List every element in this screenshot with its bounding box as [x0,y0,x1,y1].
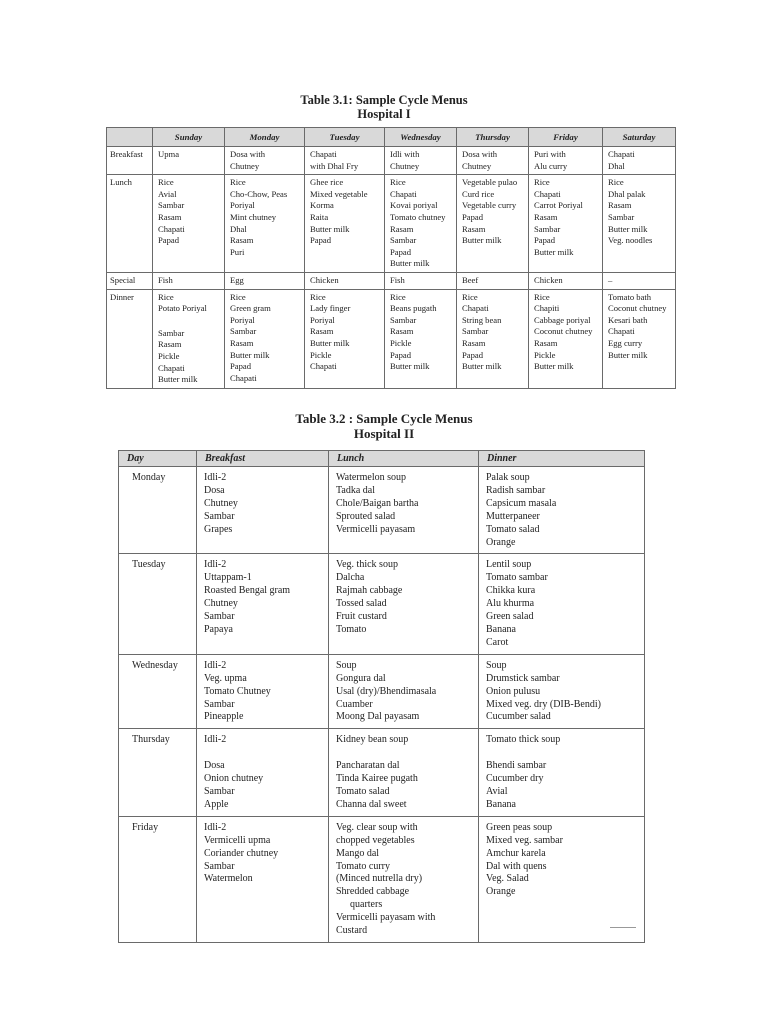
table1-title-line1: Table 3.1: Sample Cycle Menus [300,93,468,107]
cell-line: Dhal palak [608,188,646,199]
cell-line: Roasted Bengal gram [204,585,291,597]
table1-row-label: Lunch [107,175,153,273]
cell-line: Rice [608,177,624,188]
table2-dinner-cell [479,654,645,729]
cell-line: Veg. Salad [486,873,529,885]
cell-line [336,747,478,760]
cell-line: Chapati [390,188,417,199]
cell-line: Kidney bean soup [336,734,409,746]
table2-body [119,467,645,943]
table1-header-cell: Thursday [457,128,529,147]
cell-line: Tomato chutney [390,211,446,222]
cell-line: Rice [158,177,174,188]
cell-line: Sambar [204,698,235,710]
cell-line: Papad [230,361,252,372]
cell-line: Banana [486,798,516,810]
table1-cell [153,289,225,388]
table2-header-cell: Lunch [329,451,479,467]
cell-line: Chapati [158,223,185,234]
table1-cell [153,147,225,175]
cell-line: Onion pulusu [486,685,541,697]
cell-line: Vegetable pulao [462,177,518,188]
table1-cell [457,289,529,388]
cell-line: Alu khurma [486,598,535,610]
cell-line: Poriyal [230,314,255,325]
cell-line: Beef [462,274,479,285]
cell-line: Vermicelli upma [204,834,271,846]
cell-line: Chapati [608,326,635,337]
cell-line: Mutterpaneer [486,510,540,522]
cell-line: Vermicelli payasam [336,523,416,535]
table1-row [107,272,676,289]
cell-line: Chutney [390,160,420,171]
table1-row-label: Dinner [107,289,153,388]
cell-line: Soup [486,659,507,671]
table1-cell [457,175,529,273]
cell-line: Sambar [534,223,561,234]
cell-line: Chapati [310,149,337,159]
table1-cell [305,147,385,175]
cell-line: Rice [390,291,406,302]
cell-line: Onion chutney [204,773,264,785]
cell-line: Papad [310,235,332,246]
table1-header-cell: Saturday [603,128,676,147]
cell-line: Rasam [390,326,414,337]
cell-line: Orange [486,536,516,548]
cell-line: Tomato salad [336,786,390,798]
cell-line: Butter milk [310,223,350,234]
cell-line: Gongura dal [336,672,386,684]
cell-line: Dhal [608,160,625,171]
cell-line: Upma [158,149,180,159]
table1-cell [305,289,385,388]
cell-line: Soup [336,659,357,671]
table2-title [0,411,768,441]
cell-line [486,747,644,760]
cell-line: – [608,274,613,285]
cell-line: with Dhal Fry [310,160,359,171]
cell-line: Chutney [230,160,260,171]
table1-cell [385,272,457,289]
cell-line: Grapes [204,523,233,535]
cell-line: Rasam [462,223,486,234]
table1-header-cell: Friday [529,128,603,147]
cell-line: Rice [158,291,174,302]
cell-line: Chapati [534,188,561,199]
table2-lunch-cell [329,467,479,554]
table2-title-line2: Hospital II [353,426,415,441]
cell-line: Dosa with [462,149,498,159]
table2-day-cell: Tuesday [119,554,197,654]
cell-line: Rasam [310,326,334,337]
cell-line: Dosa [204,760,225,772]
cell-line: Shredded cabbage [336,886,410,898]
cell-line: Cucumber dry [486,773,544,785]
cell-line: quarters [350,899,383,911]
cell-line: Poriyal [230,200,255,211]
table1-cell [153,175,225,273]
cell-line: Rasam [534,211,558,222]
cell-line: Avial [486,786,508,798]
cell-line: Rasam [462,337,486,348]
cell-line: Rice [230,177,246,188]
table2-breakfast-cell [197,554,329,654]
table2-header-cell: Day [119,451,197,467]
table1-cell [603,147,676,175]
cell-line: Tomato [336,623,367,635]
table1-cell [457,147,529,175]
cell-line: Sambar [158,327,185,338]
table2-row [119,729,645,817]
table2-lunch-cell [329,554,479,654]
table2-breakfast-cell [197,467,329,554]
cell-line: Rasam [608,200,632,211]
cell-line: Vegetable curry [462,200,517,211]
cell-line: Sambar [462,326,489,337]
table1-cell [603,175,676,273]
cell-line: Butter milk [390,361,430,372]
cell-line: Tomato salad [486,523,540,535]
cell-line: Rice [534,177,550,188]
table1-cell [603,289,676,388]
cell-line: Rasam [390,223,414,234]
table2-day-cell: Monday [119,467,197,554]
table2-day-cell: Wednesday [119,654,197,729]
cell-line: Cuamber [336,698,373,710]
cell-line: Mixed veg. sambar [486,834,563,846]
cell-line: Amchur karela [486,847,546,859]
cell-line: Veg. clear soup with [336,821,418,833]
table1-cell [305,175,385,273]
cell-line: Butter milk [310,337,350,348]
cell-line [158,315,224,328]
table1-row [107,289,676,388]
cell-line: Pineapple [204,711,244,723]
table1-row-label: Special [107,272,153,289]
cell-line: Butter milk [534,246,574,257]
continued-mark [610,927,636,930]
cell-line: Poriyal [310,314,335,325]
cell-line: Dalcha [336,572,365,584]
cell-line: Idli-2 [204,659,227,671]
cell-line: Lady finger [310,303,351,314]
cell-line: Puri [230,246,245,257]
cell-line: Lentil soup [486,559,532,571]
table2-breakfast-cell [197,729,329,817]
table2 [118,450,645,943]
cell-line: Tomato curry [336,860,391,872]
table1-title [0,93,768,121]
table1-body [107,147,676,389]
table1-title-line2: Hospital I [357,107,411,121]
cell-line: Pickle [390,337,412,348]
table1-cell [385,147,457,175]
cell-line: Butter milk [462,361,502,372]
cell-line: Papad [534,235,556,246]
cell-line: Sambar [608,211,635,222]
cell-line: Egg [230,274,244,285]
cell-line: Cabbage poriyal [534,314,591,325]
cell-line: Chikka kura [486,585,536,597]
cell-line: Korma [310,200,334,211]
cell-line: Rice [462,291,478,302]
table1-row [107,175,676,273]
cell-line: Pickle [534,349,556,360]
cell-line: Rice [534,291,550,302]
table1-cell [385,289,457,388]
cell-line: Pancharatan dal [336,760,400,772]
table2-dinner-cell [479,816,645,942]
table2-header-cell: Dinner [479,451,645,467]
cell-line: Palak soup [486,472,530,483]
cell-line: Chicken [310,274,339,285]
cell-line: chopped vegetables [336,834,415,846]
cell-line: Tadka dal [336,484,376,496]
table1-header-row [107,128,676,147]
cell-line: Veg. upma [204,672,247,684]
cell-line: Rasam [230,235,254,246]
cell-line: Sambar [158,200,185,211]
cell-line: Watermelon [204,873,253,885]
cell-line: Sambar [204,611,235,623]
cell-line: Green peas soup [486,821,553,833]
table2-row [119,654,645,729]
cell-line: Fruit custard [336,611,387,623]
cell-line: Vermicelli payasam with [336,912,436,924]
table1-row-label: Breakfast [107,147,153,175]
table1-cell [457,272,529,289]
cell-line: Apple [204,798,229,810]
cell-line: Puri with [534,149,566,159]
table1-row [107,147,676,175]
cell-line: Chutney [204,497,238,509]
cell-line: Veg. noodles [608,235,653,246]
cell-line: Cho-Chow, Peas [230,188,288,199]
table1-header-cell: Monday [225,128,305,147]
cell-line: Butter milk [608,349,648,360]
cell-line: Avial [158,188,177,199]
cell-line: Carrot Poriyal [534,200,583,211]
cell-line: Kovai poriyal [390,200,438,211]
cell-line: Banana [486,623,516,635]
cell-line: Butter milk [390,258,430,269]
cell-line: Tossed salad [336,598,387,610]
cell-line: Sambar [230,326,257,337]
cell-line: Custard [336,925,368,937]
cell-line: Curd rice [462,188,495,199]
table2-row [119,816,645,942]
cell-line: Chapati [158,362,185,373]
cell-line: Dosa [204,484,225,496]
table1-cell [529,147,603,175]
cell-line: Chapati [230,372,257,383]
cell-line: Ghee rice [310,177,344,188]
table2-breakfast-cell [197,816,329,942]
cell-line: Fish [390,274,405,285]
cell-line: Coriander chutney [204,847,279,859]
table2-lunch-cell [329,729,479,817]
cell-line: Capsicum masala [486,497,557,509]
cell-line: Chicken [534,274,563,285]
table2-header-cell: Breakfast [197,451,329,467]
table1-cell [225,289,305,388]
table2-lunch-cell [329,654,479,729]
table2-title-line1: Table 3.2 : Sample Cycle Menus [295,411,473,426]
cell-line: Mixed vegetable [310,188,368,199]
table1-cell [529,175,603,273]
table1-cell [225,272,305,289]
cell-line: Mango dal [336,847,380,859]
cell-line: Channa dal sweet [336,798,407,810]
cell-line: Dal with quens [486,860,547,872]
cell-line: Idli-2 [204,821,227,833]
cell-line: Raita [310,211,329,222]
cell-line: Beans pugath [390,303,437,314]
table1-cell [385,175,457,273]
cell-line: Papad [390,349,412,360]
table2-day-cell: Thursday [119,729,197,817]
cell-line: Papaya [204,623,233,635]
cell-line: Rajmah cabbage [336,585,403,597]
cell-line: Coconut chutney [608,303,667,314]
table2-breakfast-cell [197,654,329,729]
cell-line: Sambar [390,235,417,246]
cell-line: Kesari bath [608,314,648,325]
table1-cell [529,289,603,388]
cell-line: Dhal [230,223,247,234]
table1-cell [225,147,305,175]
cell-line: Idli-2 [204,559,227,571]
cell-line: Rice [230,291,246,302]
cell-line: Egg curry [608,337,643,348]
cell-line: String bean [462,314,502,325]
cell-line: Idli-2 [204,734,227,746]
cell-line: Uttappam-1 [204,572,252,584]
table1 [106,127,676,389]
cell-line: Sambar [204,510,235,522]
cell-line: Butter milk [158,374,198,385]
table2-lunch-cell [329,816,479,942]
cell-line: Papad [462,349,484,360]
cell-line: Bhendi sambar [486,760,547,772]
cell-line: Butter milk [230,349,270,360]
table2-row [119,554,645,654]
cell-line: Rasam [158,339,182,350]
table1-header-cell: Tuesday [305,128,385,147]
table1-cell [529,272,603,289]
cell-line: Rasam [158,211,182,222]
cell-line: Sambar [204,786,235,798]
table2-dinner-cell [479,467,645,554]
cell-line: Mixed veg. dry (DIB-Bendi) [486,698,601,710]
table2-dinner-cell [479,729,645,817]
cell-line: Tomato bath [608,291,652,302]
cell-line: Chapati [462,303,489,314]
cell-line: Papad [158,235,180,246]
cell-line: Fish [158,274,173,285]
cell-line: Papad [390,246,412,257]
cell-line: Veg. thick soup [336,559,398,571]
cell-line: Sambar [390,314,417,325]
cell-line: Chapati [608,149,635,159]
table2-dinner-cell [479,554,645,654]
cell-line: Carot [486,636,509,648]
table1-cell [153,272,225,289]
table2-day-cell: Friday [119,816,197,942]
table1-header-cell: Sunday [153,128,225,147]
table2-header-row [119,451,645,467]
cell-line: Chapati [310,361,337,372]
cell-line [204,747,328,760]
cell-line: Butter milk [608,223,648,234]
cell-line: Coconut chutney [534,326,593,337]
cell-line: Rice [390,177,406,188]
cell-line: Rasam [230,337,254,348]
table1-header-cell: Wednesday [385,128,457,147]
cell-line: Orange [486,886,516,898]
table1-cell [225,175,305,273]
cell-line: Papad [462,211,484,222]
cell-line: Butter milk [534,361,574,372]
cell-line: Butter milk [462,235,502,246]
cell-line: Drumstick sambar [486,672,560,684]
cell-line: Pickle [310,349,332,360]
cell-line: Watermelon soup [336,472,407,483]
cell-line: Moong Dal payasam [336,711,420,723]
cell-line: Green gram [230,303,271,314]
cell-line: Idli-2 [204,472,227,483]
cell-line: Tomato thick soup [486,734,561,746]
cell-line: Usal (dry)/Bhendimasala [336,685,437,697]
cell-line: Sprouted salad [336,510,396,522]
table1-header-cell [107,128,153,147]
cell-line: Sambar [204,860,235,872]
cell-line: Tomato Chutney [204,685,271,697]
cell-line: Chapiti [534,303,560,314]
table2-row [119,467,645,554]
cell-line: Pickle [158,350,180,361]
table1-cell [305,272,385,289]
cell-line: Chutney [462,160,492,171]
cell-line: Rasam [534,337,558,348]
cell-line: Rice [310,291,326,302]
cell-line: Cucumber salad [486,711,551,723]
cell-line: Tinda Kairee pugath [336,773,418,785]
cell-line: Radish sambar [486,484,546,496]
table1-cell [603,272,676,289]
cell-line: (Minced nutrella dry) [336,873,423,885]
cell-line: Alu curry [534,160,568,171]
cell-line: Idli with [390,149,420,159]
cell-line: Chutney [204,598,238,610]
cell-line: Dosa with [230,149,266,159]
cell-line: Green salad [486,611,534,623]
cell-line: Potato Poriyal [158,303,207,314]
cell-line: Mint chutney [230,211,277,222]
cell-line: Tomato sambar [486,572,548,584]
cell-line: Chole/Baigan bartha [336,497,419,509]
